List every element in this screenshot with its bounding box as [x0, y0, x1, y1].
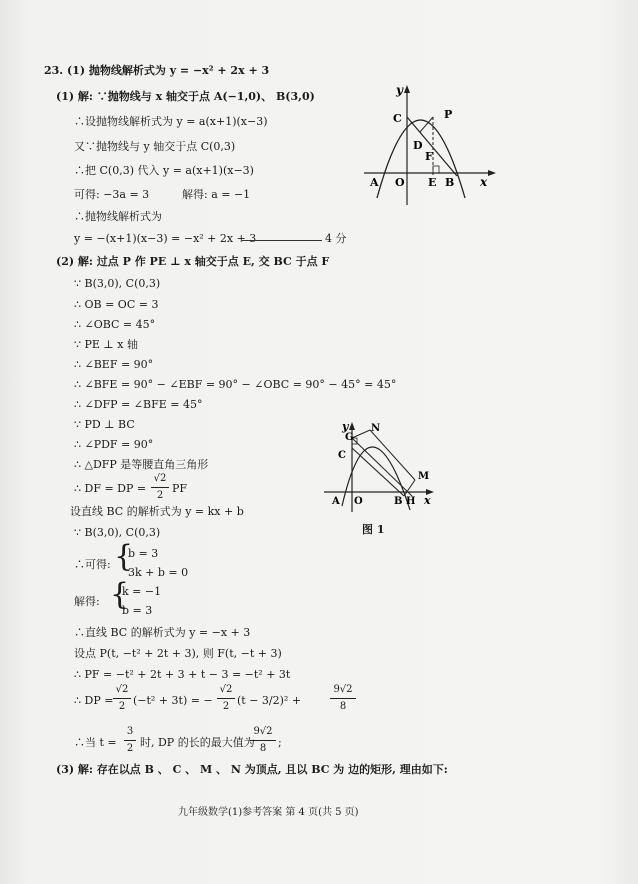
part1-line: ∴抛物线解析式为 — [74, 210, 162, 223]
dp-fraction-numerator: √2 — [153, 473, 167, 484]
dp2-num-3: 9√2 — [333, 684, 353, 695]
label-b: B — [445, 176, 455, 189]
max-t-den: 2 — [126, 743, 134, 754]
problem-header: 23. (1) 抛物线解析式为 y = −x² + 2x + 3 — [44, 64, 270, 77]
dp-formula-prefix: ∴ DF = DP = — [74, 482, 147, 495]
dp2-den-1: 2 — [118, 701, 126, 712]
label-p: P — [444, 108, 453, 121]
part2-line: ∴ △DFP 是等腰直角三角形 — [74, 458, 209, 471]
line-gn — [352, 430, 370, 438]
solution-brace: { — [110, 577, 130, 612]
part2-line: ∴ ∠DFP = ∠BFE = 45° — [74, 398, 203, 411]
system-label: ∴可得: — [74, 558, 111, 571]
bc-setup: 设直线 BC 的解析式为 y = kx + b — [70, 505, 244, 518]
part2-line: ∵ B(3,0), C(0,3) — [74, 277, 161, 290]
dp2-square-term: (t − 3/2)² + — [237, 694, 302, 707]
max-end: ; — [278, 736, 282, 749]
dp2-den-2: 2 — [222, 701, 230, 712]
score-mark: 4 分 — [325, 232, 347, 245]
part1-line: 解得: a = −1 — [182, 188, 251, 201]
dp2-den-3: 8 — [339, 701, 347, 712]
label-c: C — [393, 112, 402, 125]
part2-line: ∴ ∠OBC = 45° — [74, 318, 156, 331]
part2-line: ∵ PE ⊥ x 轴 — [74, 338, 138, 351]
max-value-den: 8 — [259, 743, 267, 754]
dp-formula-suffix: PF — [172, 482, 188, 495]
fraction-bar — [113, 698, 131, 699]
max-value-num: 9√2 — [253, 726, 273, 737]
line-bc — [352, 448, 404, 496]
right-angle-mark — [433, 166, 439, 173]
dp2-num-1: √2 — [115, 684, 129, 695]
label-y: y — [342, 420, 349, 433]
label-h: H — [406, 496, 416, 507]
page-footer: 九年级数学(1)参考答案 第 4 页(共 5 页) — [178, 807, 359, 818]
dp2-middle: (−t² + 3t) = − — [133, 694, 213, 707]
part2-line: ∵ PD ⊥ BC — [74, 418, 135, 431]
line-nm — [370, 430, 415, 480]
label-x: x — [480, 175, 488, 189]
fraction-bar — [217, 698, 235, 699]
max-t-num: 3 — [126, 726, 134, 737]
solution-eq-2: b = 3 — [122, 604, 153, 617]
figure-1 — [322, 420, 442, 520]
dp2-prefix: ∴ DP = — [74, 694, 114, 707]
label-y: y — [396, 83, 403, 97]
fraction-bar — [330, 698, 356, 699]
label-e: E — [428, 176, 437, 189]
label-o: O — [354, 496, 363, 507]
part2-line: ∴ OB = OC = 3 — [74, 298, 159, 311]
part2-line: ∴ ∠BEF = 90° — [74, 358, 154, 371]
pf-equation: ∴ PF = −t² + 2t + 3 + t − 3 = −t² + 3t — [74, 668, 291, 681]
part3-heading: (3) 解: 存在以点 B 、 C 、 M 、 N 为顶点, 且以 BC 为 边的矩形, 理由如下: — [56, 763, 448, 776]
part1-result: y = −(x+1)(x−3) = −x² + 2x + 3 — [74, 232, 257, 245]
part1-line: 可得: −3a = 3 — [74, 188, 150, 201]
label-n: N — [371, 423, 381, 434]
part1-heading: (1) 解: ∵抛物线与 x 轴交于点 A(−1,0)、 B(3,0) — [56, 90, 315, 103]
label-o: O — [395, 176, 405, 189]
part1-line: 又∵抛物线与 y 轴交于点 C(0,3) — [74, 140, 236, 153]
label-b: B — [394, 496, 403, 507]
solution-label: 解得: — [74, 595, 100, 608]
label-m: M — [418, 471, 430, 482]
system-eq-2: 3k + b = 0 — [128, 566, 189, 579]
system-eq-1: b = 3 — [128, 547, 159, 560]
dp2-num-2: √2 — [219, 684, 233, 695]
y-axis-arrow — [404, 85, 410, 93]
fraction-bar — [250, 740, 276, 741]
set-point-p: 设点 P(t, −t² + 2t + 3), 则 F(t, −t + 3) — [74, 647, 282, 660]
fraction-bar — [151, 487, 169, 488]
part2-line: ∴ ∠PDF = 90° — [74, 438, 154, 451]
max-middle: 时, DP 的长的最大值为 — [140, 736, 255, 749]
fraction-bar — [124, 740, 136, 741]
score-leader-line — [242, 240, 322, 241]
part2-line: ∴ ∠BFE = 90° − ∠EBF = 90° − ∠OBC = 90° − 45° = 45° — [74, 378, 397, 391]
part1-line: ∴设抛物线解析式为 y = a(x+1)(x−3) — [74, 115, 268, 128]
part2-heading: (2) 解: 过点 P 作 PE ⊥ x 轴交于点 E, 交 BC 于点 F — [56, 255, 330, 268]
bc-equation: ∴直线 BC 的解析式为 y = −x + 3 — [74, 626, 251, 639]
label-a: A — [370, 176, 379, 189]
y-axis-arrow — [349, 422, 355, 430]
figure-1-caption: 图 1 — [362, 523, 385, 536]
label-g: G — [345, 432, 354, 443]
label-f: F — [425, 150, 433, 163]
bc-given: ∵ B(3,0), C(0,3) — [74, 526, 161, 539]
label-x: x — [424, 494, 431, 507]
solution-eq-1: k = −1 — [122, 585, 162, 598]
label-c: C — [338, 450, 346, 461]
parabola-figure-top — [362, 80, 502, 210]
system-brace: { — [114, 539, 134, 574]
part1-line: ∴把 C(0,3) 代入 y = a(x+1)(x−3) — [74, 164, 254, 177]
dp-fraction-denominator: 2 — [156, 490, 164, 501]
label-d: D — [413, 139, 423, 152]
x-axis-arrow — [488, 170, 496, 176]
label-a: A — [332, 496, 340, 507]
max-prefix: ∴当 t = — [74, 736, 117, 749]
